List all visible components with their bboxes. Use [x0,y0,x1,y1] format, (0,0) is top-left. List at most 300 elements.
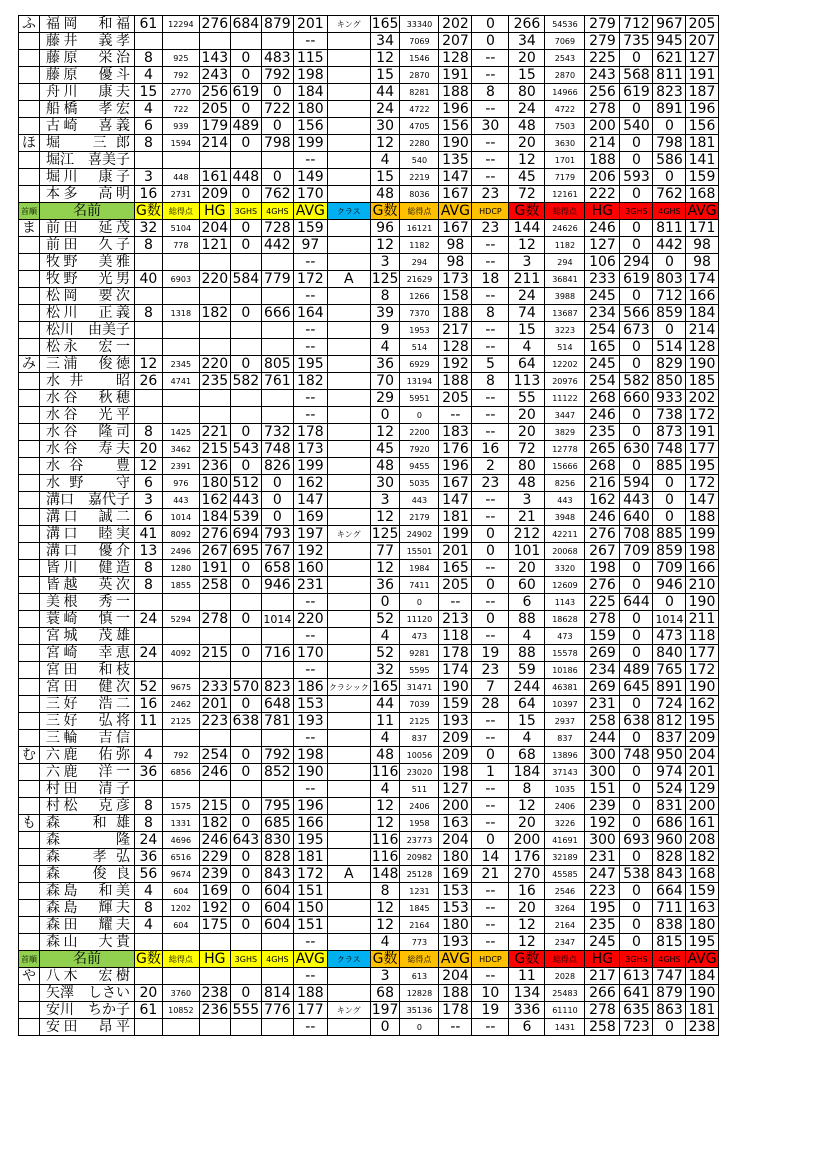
table-cell: 0 [653,492,686,509]
table-row [19,118,719,135]
table-cell: 20 [135,441,163,458]
table-cell: 443 [620,492,653,509]
table-cell: 946 [261,577,293,594]
name-cell: 溝口 睦実 [40,526,135,543]
table-cell: 792 [261,747,293,764]
table-cell: 4722 [545,101,585,118]
table-cell: 2125 [400,713,439,730]
table-cell: 748 [620,747,653,764]
table-cell: 151 [293,883,327,900]
index-cell [19,849,40,866]
table-cell: -- [293,407,327,424]
table-cell: 116 [371,763,399,780]
table-cell: 37143 [545,764,585,781]
header-cell: G数 [136,950,161,967]
table-cell: 604 [162,917,199,934]
table-cell: 149 [293,169,327,186]
index-cell [19,713,40,730]
table-cell: 765 [653,662,686,679]
table-cell: 0 [620,424,653,441]
table-cell: 945 [653,33,686,50]
table-cell [327,968,370,985]
table-cell: 1431 [545,1019,585,1036]
index-cell [19,101,40,118]
table-cell: 171 [686,220,718,237]
table-cell: 279 [585,33,620,50]
name-cell: 安田 昂平 [40,1019,135,1036]
table-cell [327,169,370,186]
table-cell: -- [472,152,509,169]
table-cell: 199 [293,135,327,152]
name-cell: 古崎 喜義 [40,118,135,135]
table-cell: 3 [370,492,400,509]
table-cell: 0 [230,917,261,934]
table-cell [327,67,370,84]
table-cell: -- [472,934,509,951]
table-cell: 23773 [400,832,439,849]
table-cell: 0 [620,288,653,305]
table-cell: 220 [199,271,230,288]
table-cell [327,186,370,203]
table-cell: 6 [135,118,163,135]
table-cell: 20 [135,985,163,1002]
name-cell: 村田 清子 [40,781,135,798]
table-cell: 40 [135,271,163,288]
table-cell: 8 [472,373,509,390]
table-cell: 12 [509,152,545,169]
table-cell: -- [472,492,509,509]
table-cell: 593 [620,169,653,186]
table-cell: 776 [261,1002,293,1019]
index-cell [19,390,40,407]
table-cell: 182 [199,305,230,322]
table-cell: 147 [293,492,327,509]
name-cell: 水谷 光平 [40,407,135,424]
table-row [19,543,719,560]
table-cell: 664 [653,883,686,900]
table-cell: 885 [653,526,686,543]
table-cell: 215 [199,645,230,662]
table-cell: 828 [653,849,686,866]
table-cell: 267 [199,543,230,560]
table-row [19,339,719,356]
table-cell [230,152,261,169]
table-cell: 198 [293,67,327,84]
table-cell: 735 [620,33,653,50]
name-cell: 水谷 豊 [40,458,135,475]
table-cell [135,339,163,356]
index-cell [19,237,40,254]
table-cell: 244 [509,679,545,696]
table-cell [199,628,230,645]
table-cell: 166 [686,288,718,305]
table-cell: 0 [653,118,686,135]
table-cell: 156 [439,118,472,135]
table-cell [135,33,163,50]
table-cell: 217 [585,968,620,985]
table-cell: 7503 [545,118,585,135]
name-cell: 本多 高明 [40,186,135,203]
header-cell: 3GHS [230,203,261,220]
table-cell [135,152,163,169]
table-cell: 4 [135,67,163,84]
table-cell: 0 [653,322,686,339]
table-cell: 59 [509,662,545,679]
table-cell: 175 [199,917,230,934]
table-cell: 0 [620,407,653,424]
name-cell: 皆川 健造 [40,560,135,577]
name-cell: 松川 正義 [40,305,135,322]
table-cell: 0 [230,611,261,628]
table-cell [327,594,370,611]
table-cell: 188 [439,305,472,322]
table-cell [327,407,370,424]
table-cell: 709 [653,560,686,577]
table-cell: 3320 [545,560,585,577]
index-cell [19,781,40,798]
header-cell: 4GHS [261,203,293,220]
table-cell: 34 [370,33,400,50]
table-cell: 61 [135,16,163,33]
table-cell: 165 [585,339,620,356]
table-cell: 19 [472,645,509,662]
table-cell: 16 [135,186,163,203]
table-cell: 2543 [545,50,585,67]
table-cell: 20 [509,407,545,424]
table-cell: 0 [620,781,653,798]
header-cell: 総得点 [400,203,439,220]
table-cell: 258 [199,577,230,594]
index-cell: も [19,815,40,832]
table-cell: 863 [653,1002,686,1019]
table-cell: 101 [509,543,545,560]
table-cell: 1953 [400,322,439,339]
index-cell [19,832,40,849]
table-cell: 118 [686,628,718,645]
table-cell: 195 [293,832,327,849]
table-cell: 178 [293,424,327,441]
table-cell: 30 [370,475,400,492]
header-cell: 首順 [19,951,40,968]
table-cell: 278 [585,101,620,118]
table-cell [261,254,293,271]
table-cell: 3760 [162,985,199,1002]
table-cell: 712 [653,288,686,305]
table-cell: 0 [230,883,261,900]
table-cell [230,968,261,985]
table-cell: 239 [199,866,230,883]
table-row [19,458,719,475]
table-cell: 773 [400,934,439,951]
table-cell [327,662,370,679]
table-cell: 247 [585,866,620,883]
table-cell: 939 [162,118,199,135]
table-cell: 840 [653,645,686,662]
table-cell: 72 [509,441,545,458]
name-cell: 三浦 俊徳 [40,356,135,373]
table-cell: 891 [653,101,686,118]
table-cell: -- [472,628,509,645]
table-cell: 837 [545,730,585,747]
table-cell: 98 [686,254,718,271]
index-cell [19,169,40,186]
table-cell: 159 [686,169,718,186]
table-cell: 201 [293,16,327,33]
table-cell: 1318 [162,305,199,322]
table-cell: 621 [653,50,686,67]
table-cell: 23 [472,662,509,679]
table-cell: 0 [620,577,653,594]
table-cell: 246 [585,220,620,237]
table-cell: 0 [370,407,400,424]
table-cell: 164 [293,305,327,322]
table-cell: 732 [261,424,293,441]
table-cell: 15578 [545,645,585,662]
table-cell: 196 [439,458,472,475]
table-cell: 0 [230,458,261,475]
table-cell [327,475,370,492]
table-row [19,866,719,883]
table-cell: 619 [620,271,653,288]
table-cell: -- [472,237,509,254]
table-cell: 215 [199,798,230,815]
table-cell [261,594,293,611]
table-cell: 41 [135,526,163,543]
table-cell: 235 [585,424,620,441]
table-row [19,747,719,764]
table-cell: 0 [230,577,261,594]
table-cell: 1855 [162,577,199,594]
table-cell: 204 [439,968,472,985]
table-row [19,934,719,951]
name-cell: 松川 由美子 [40,322,135,339]
table-cell: -- [472,509,509,526]
table-cell [261,628,293,645]
header-cell: AVG [687,202,717,219]
table-cell: 0 [261,169,293,186]
index-cell [19,526,40,543]
table-cell [162,934,199,951]
table-cell: 879 [261,16,293,33]
table-cell: 184 [686,305,718,322]
table-cell: 191 [686,67,718,84]
table-cell: 46381 [545,679,585,696]
table-cell: 0 [620,849,653,866]
table-cell: 14966 [545,84,585,101]
table-cell: -- [472,67,509,84]
table-cell: 300 [585,764,620,781]
table-cell: 201 [199,696,230,713]
table-cell: 225 [585,594,620,611]
table-cell [199,254,230,271]
table-cell: 11120 [400,611,439,628]
name-cell: 森 和雄 [40,815,135,832]
index-cell [19,730,40,747]
table-cell: 0 [400,1019,439,1036]
table-cell: 6929 [400,356,439,373]
table-cell: -- [472,815,509,832]
table-cell: 643 [230,832,261,849]
table-row [19,373,719,390]
table-cell: 570 [230,679,261,696]
table-body [19,16,719,1036]
table-cell: 1202 [162,900,199,917]
table-cell: 129 [686,781,718,798]
table-cell: 708 [620,526,653,543]
table-cell [327,220,370,237]
table-cell: 3264 [545,900,585,917]
table-cell: 118 [439,628,472,645]
table-cell: 156 [293,118,327,135]
table-cell: 5 [472,356,509,373]
table-cell: 231 [293,577,327,594]
table-cell: -- [293,628,327,645]
scores-table [18,15,719,1036]
table-cell: 26 [135,373,163,390]
table-cell: 976 [162,475,199,492]
table-cell [230,594,261,611]
table-cell [199,339,230,356]
table-cell: 0 [620,237,653,254]
name-cell: 船橋 孝宏 [40,101,135,118]
table-cell: 673 [620,322,653,339]
table-cell: 188 [439,985,472,1002]
table-cell: 190 [686,985,718,1002]
table-cell: 231 [585,696,620,713]
table-cell: 225 [585,50,620,67]
table-cell: 7039 [400,696,439,713]
table-cell: 0 [472,526,509,543]
table-cell: 693 [620,832,653,849]
table-cell [327,322,370,339]
table-cell: 3223 [545,322,585,339]
table-cell: 829 [653,356,686,373]
table-cell: 0 [230,560,261,577]
table-cell: 196 [439,101,472,118]
table-cell: 182 [199,815,230,832]
table-cell: 723 [620,1019,653,1036]
table-cell [230,1019,261,1036]
index-cell [19,152,40,169]
table-cell: 30 [370,118,400,135]
table-cell: 9281 [400,645,439,662]
table-cell: 61 [135,1002,163,1019]
table-cell: 9674 [162,866,199,883]
table-cell [230,781,261,798]
table-cell: 200 [686,798,718,815]
index-cell [19,186,40,203]
table-cell: 12 [509,237,545,254]
table-cell: 0 [653,509,686,526]
table-cell: 2937 [545,713,585,730]
table-cell: 195 [585,900,620,917]
table-row [19,713,719,730]
name-cell: 溝口 優介 [40,543,135,560]
table-cell [327,730,370,747]
table-cell: 190 [686,679,718,696]
table-cell: 233 [585,271,620,288]
table-cell: 3 [135,492,163,509]
table-cell: 604 [261,900,293,917]
index-cell [19,305,40,322]
table-cell: 3226 [545,815,585,832]
table-cell: 0 [230,985,261,1002]
table-cell: 686 [653,815,686,832]
table-row [19,220,719,237]
index-cell [19,509,40,526]
table-cell: 803 [653,271,686,288]
table-cell: 0 [620,220,653,237]
table-cell: 11122 [545,390,585,407]
header-cell: HG [585,203,620,220]
index-cell [19,934,40,951]
table-cell [199,934,230,951]
table-cell: 694 [230,526,261,543]
table-cell [162,730,199,747]
table-cell: 21 [509,509,545,526]
table-cell: 294 [620,254,653,271]
table-cell: 205 [686,16,718,33]
table-cell: 173 [293,441,327,458]
table-row [19,560,719,577]
table-cell: 199 [293,458,327,475]
table-cell: 0 [620,798,653,815]
table-cell [199,407,230,424]
table-cell: 2462 [162,696,199,713]
table-cell: 182 [686,849,718,866]
index-cell [19,679,40,696]
table-cell: 300 [585,747,620,764]
table-cell: 278 [585,1002,620,1019]
table-cell: 644 [620,594,653,611]
header-cell: 総得点 [162,203,199,220]
table-cell: 181 [686,1002,718,1019]
table-cell: -- [293,33,327,50]
table-cell: 13194 [400,373,439,390]
table-cell: -- [293,322,327,339]
table-cell: 173 [439,271,472,288]
table-cell: 4 [370,628,400,645]
table-cell: 0 [230,220,261,237]
table-cell: 269 [585,679,620,696]
table-cell: 3829 [545,424,585,441]
table-cell: 3 [370,254,400,271]
table-cell: 18 [472,271,509,288]
index-cell [19,594,40,611]
table-cell: 0 [653,169,686,186]
table-cell: 192 [585,815,620,832]
table-cell: 207 [686,33,718,50]
table-cell: 0 [620,356,653,373]
index-cell [19,645,40,662]
table-cell: 8256 [545,475,585,492]
table-cell: 5951 [400,390,439,407]
index-cell: む [19,747,40,764]
table-cell: 793 [261,526,293,543]
table-cell: 153 [439,883,472,900]
header-cell: AVG [293,203,327,220]
table-cell: 6 [509,594,545,611]
table-cell: 584 [230,271,261,288]
name-cell: 蓑崎 慎一 [40,611,135,628]
header-cell: AVG [687,950,717,967]
table-cell: 2496 [162,543,199,560]
table-cell: 234 [585,662,620,679]
index-cell [19,662,40,679]
header-cell: G数 [370,203,400,220]
table-cell [162,781,199,798]
table-cell [327,50,370,67]
